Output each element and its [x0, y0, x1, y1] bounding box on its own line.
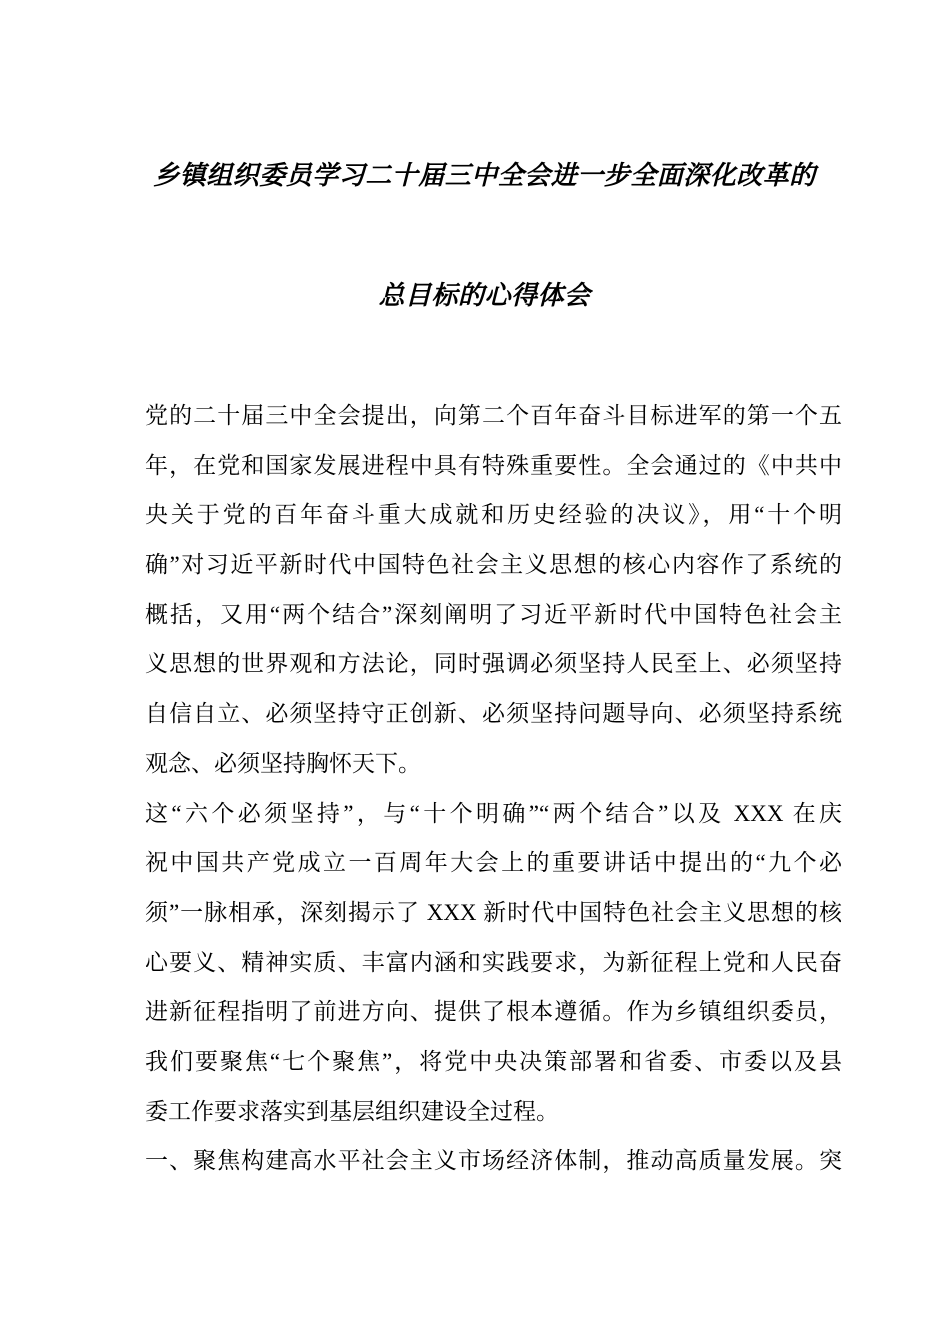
- body-line: 央关于党的百年奋斗重大成就和历史经验的决议》，用“十个明: [145, 502, 842, 528]
- body-line: 自信自立、必须坚持守正创新、必须坚持问题导向、必须坚持系统: [145, 701, 842, 727]
- paragraph-1: [145, 391, 842, 789]
- title-line-2: 总目标的心得体会: [378, 281, 591, 310]
- body-line: 观念、必须坚持胸怀天下。: [145, 750, 421, 776]
- document-body: [145, 391, 842, 1186]
- body-line: 委工作要求落实到基层组织建设全过程。: [145, 1098, 559, 1124]
- body-line: 我们要聚焦“七个聚焦”，将党中央决策部署和省委、市委以及县: [145, 1048, 842, 1074]
- paragraph-2: [145, 789, 842, 1137]
- document-content: [145, 116, 842, 1186]
- title-line-1: 乡镇组织委员学习二十届三中全会进一步全面深化改革的: [153, 161, 816, 190]
- body-line: 一、聚焦构建高水平社会主义市场经济体制，推动高质量发展。突: [145, 1148, 842, 1174]
- body-line: 心要义、精神实质、丰富内涵和实践要求，为新征程上党和人民奋: [145, 949, 842, 975]
- body-line: 进新征程指明了前进方向、提供了根本遵循。作为乡镇组织委员，: [145, 999, 842, 1025]
- document-title: [127, 116, 842, 356]
- body-line: 党的二十届三中全会提出，向第二个百年奋斗目标进军的第一个五: [145, 403, 842, 428]
- body-line: 义思想的世界观和方法论，同时强调必须坚持人民至上、必须坚持: [145, 651, 842, 677]
- body-line: 须”一脉相承，深刻揭示了 XXX 新时代中国特色社会主义思想的核: [145, 899, 842, 925]
- body-line: 这“六个必须坚持”，与“十个明确”“两个结合”以及 XXX 在庆: [145, 800, 842, 826]
- body-line: 确”对习近平新时代中国特色社会主义思想的核心内容作了系统的: [145, 552, 842, 578]
- body-line: 概括，又用“两个结合”深刻阐明了习近平新时代中国特色社会主: [145, 601, 842, 627]
- paragraph-3: [145, 1136, 842, 1186]
- body-line: 祝中国共产党成立一百周年大会上的重要讲话中提出的“九个必: [145, 850, 842, 876]
- body-line: 年，在党和国家发展进程中具有特殊重要性。全会通过的《中共中: [145, 452, 842, 478]
